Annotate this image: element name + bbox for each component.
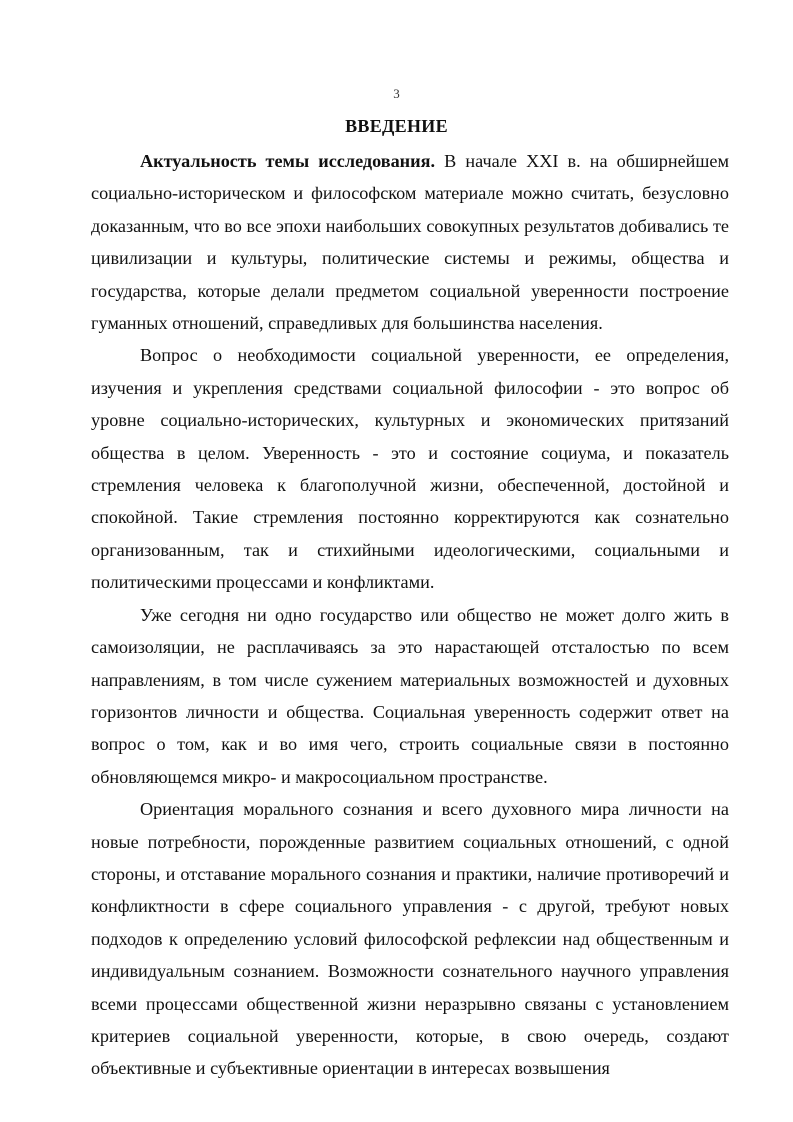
paragraph-4: Ориентация морального сознания и всего духовного мира личности на новые потребности, порожденные развитием социальных отношений, с одной стороны, и отставание морального сознания и практики, наличие противоречий и конфликтности в сфере социального управления - с другой, требуют новых подходов к определению условий философской рефлексии над общественным и индивидуальным сознанием. Возможности сознательного научного управления всеми процессами общественной жизни неразрывно связаны с установлением критериев социальной уверенности, которые, в свою очередь, создают объективные и субъективные ориентации в интересах возвышения [91, 799, 729, 1079]
page-number: 3 [393, 86, 400, 101]
section-title: ВВЕДЕНИЕ [345, 116, 448, 136]
paragraph-lead: Актуальность темы исследования. [140, 151, 436, 171]
paragraph-text: В начале XXI в. на обширнейшем социально-историческом и философском материале можно считать, безусловно доказанным, что во все эпохи наибольших совокупных результатов добивались те цивилизации и культуры, политические системы и режимы, общества и государства, которые делали предметом социальной уверенности построение гуманных отношений, справедливых для большинства населения. [91, 151, 729, 334]
body-text [91, 145, 729, 1085]
paragraph-3: Уже сегодня ни одно государство или общество не может долго жить в самоизоляции, не расплачиваясь за это нарастающей отсталостью по всем направлениям, в том числе сужением материальных возможностей и духовных горизонтов личности и общества. Социальная уверенность содержит ответ на вопрос о том, как и во имя чего, строить социальные связи в постоянно обновляющемся микро- и макросоциальном пространстве. [91, 604, 729, 787]
paragraph-1 [91, 145, 729, 339]
paragraph-2: Вопрос о необходимости социальной уверенности, ее определения, изучения и укрепления средствами социальной философии - это вопрос об уровне социально-исторических, культурных и экономических притязаний общества в целом. Уверенность - это и состояние социума, и показатель стремления человека к благополучной жизни, обеспеченной, достойной и спокойной. Такие стремления постоянно корректируются как сознательно организованным, так и стихийными идеологическими, социальными и политическими процессами и конфликтами. [91, 345, 729, 593]
